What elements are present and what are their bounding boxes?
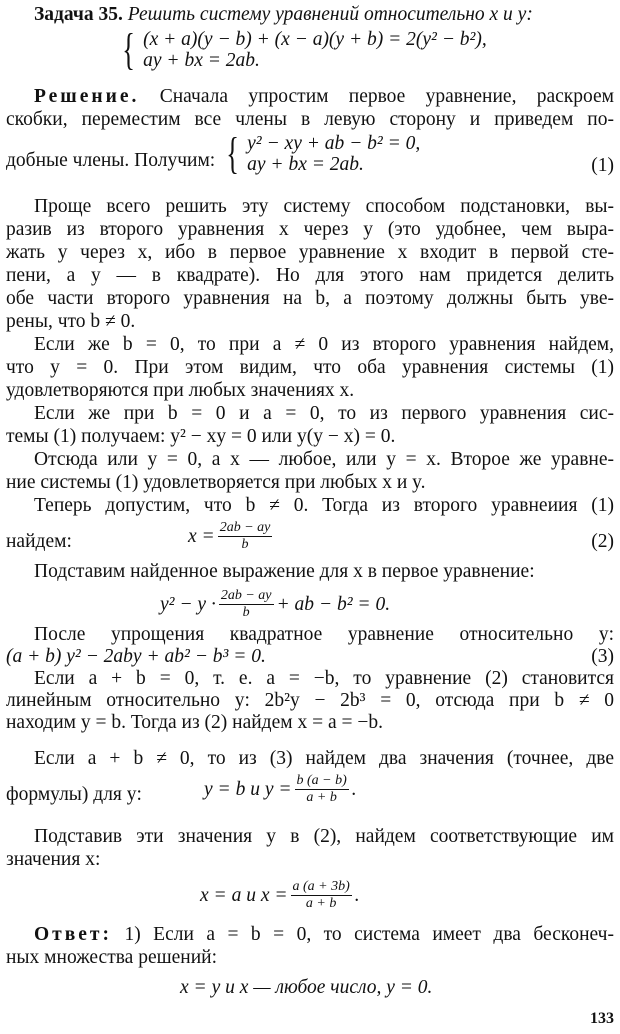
text: 1) Если a = b = 0, то система имеет два бесконеч-: [124, 924, 614, 945]
page-number: 133: [590, 1010, 614, 1027]
equation-number: (2): [591, 531, 614, 552]
denominator: a + b: [305, 896, 337, 911]
denominator: b: [241, 537, 249, 552]
denominator: b: [242, 605, 250, 620]
text: y² − y ·: [160, 593, 216, 615]
text-line: Подставим найденное выражение для x в первое уравнение:: [34, 561, 535, 582]
text-line: находим y = b. Тогда из (2) найдем x = a = −b.: [6, 712, 383, 733]
equation: ay + bx = 2ab.: [143, 50, 260, 71]
text-line: рены, что b ≠ 0.: [6, 311, 136, 332]
x-solutions: [200, 879, 360, 912]
problem-heading: [34, 4, 614, 26]
text-line: значения x:: [6, 849, 101, 870]
text-line: обе части второго уравнения на b, а поэтому должны быть уве-: [6, 288, 614, 309]
text-line: Если a + b ≠ 0, то из (3) найдем два значения (точнее, две: [34, 748, 614, 769]
y-solutions: [204, 773, 357, 806]
text-line: линейным относительно y: 2b²y − 2b³ = 0, отсюда при b ≠ 0: [6, 690, 614, 711]
lhs: x =: [188, 525, 215, 547]
numerator: 2ab − ay: [219, 520, 271, 535]
brace-icon: {: [122, 25, 135, 74]
fraction: [295, 773, 349, 806]
equation: y² − xy + ab − b² = 0,: [247, 133, 421, 154]
text-line: ных множества решений:: [6, 947, 218, 968]
text-line: разив из второго уравнения x через y (это удобнее, чем выра-: [6, 219, 614, 240]
equation: ay + bx = 2ab.: [247, 154, 364, 175]
text-line: что y = 0. При этом видим, что оба уравнения системы (1): [6, 357, 614, 378]
numerator: a (a + 3b): [292, 879, 350, 894]
numerator: 2ab − ay: [220, 588, 272, 603]
text-line: удовлетворяются при любых значениях x.: [6, 380, 355, 401]
problem-statement: Решить систему уравнений относительно x и y:: [127, 4, 533, 25]
fraction: [291, 879, 352, 912]
text-line: формулы) для y:: [6, 784, 142, 805]
brace-icon: {: [226, 129, 239, 178]
equation: (x + a)(y − b) + (x − a)(y + b) = 2(y² − b²),: [143, 29, 487, 50]
numerator: b (a − b): [296, 773, 347, 788]
text-line: добные члены. Получим:: [6, 150, 216, 171]
text-line: Если a + b = 0, т. е. a = −b, то уравнение (2) становится: [34, 668, 614, 689]
answer-line: [34, 924, 614, 946]
answer-label: Ответ:: [34, 924, 113, 945]
fraction: [219, 588, 274, 621]
text-line: ние системы (1) удовлетворяется при любых x и y.: [6, 472, 426, 493]
text-line: Теперь допустим, что b ≠ 0. Тогда из второго уравнеиия (1): [34, 495, 614, 516]
text: .: [354, 884, 360, 906]
text-line: [34, 86, 614, 108]
simplified-system: [222, 129, 421, 178]
text: .: [351, 778, 357, 800]
substituted-equation: [160, 588, 390, 621]
text-line: Отсюда или y = 0, а x — любое, или y = x. Второе же уравне-: [34, 449, 614, 470]
text-line: темы (1) получаем: y² − xy = 0 или y(y − x) = 0.: [6, 426, 396, 447]
text-line: жать y через x, ибо в первое уравнение x входит в первой сте-: [6, 242, 614, 263]
answer-equation: x = y и x — любое число, y = 0.: [180, 977, 433, 998]
text: Сначала упростим первое уравнение, раскроем: [159, 86, 615, 107]
solution-label: Решение.: [34, 86, 140, 107]
problem-label: Задача 35.: [34, 4, 123, 25]
problem-system: [118, 25, 487, 74]
equation-number: (1): [591, 155, 614, 176]
text-line: Проще всего решить эту систему способом подстановки, вы-: [34, 196, 614, 217]
text-line: скобки, переместим все члены в левую сторону и приведем по-: [6, 109, 614, 130]
text-line: Если же при b = 0 и a = 0, то из первого уравнения сис-: [34, 403, 614, 424]
equation-3: (a + b) y² − 2aby + ab² − b³ = 0.: [6, 646, 266, 667]
text-line: Если же b = 0, то при a ≠ 0 из второго уравнения найдем,: [34, 334, 614, 355]
text-line: найдем:: [6, 531, 72, 552]
text: x = a и x =: [200, 884, 288, 906]
equation-2: [188, 520, 275, 553]
text-line: После упрощения квадратное уравнение относительно y:: [34, 624, 614, 645]
denominator: a + b: [306, 790, 337, 805]
text: y = b и y =: [204, 778, 292, 800]
fraction: [218, 520, 273, 553]
text-line: пени, а y — в квадрате). Но для этого нам придется делить: [6, 265, 614, 286]
text: + ab − b² = 0.: [276, 593, 391, 615]
text-line: Подставив эти значения y в (2), найдем соответствующие им: [34, 826, 614, 847]
equation-number: (3): [591, 646, 614, 667]
